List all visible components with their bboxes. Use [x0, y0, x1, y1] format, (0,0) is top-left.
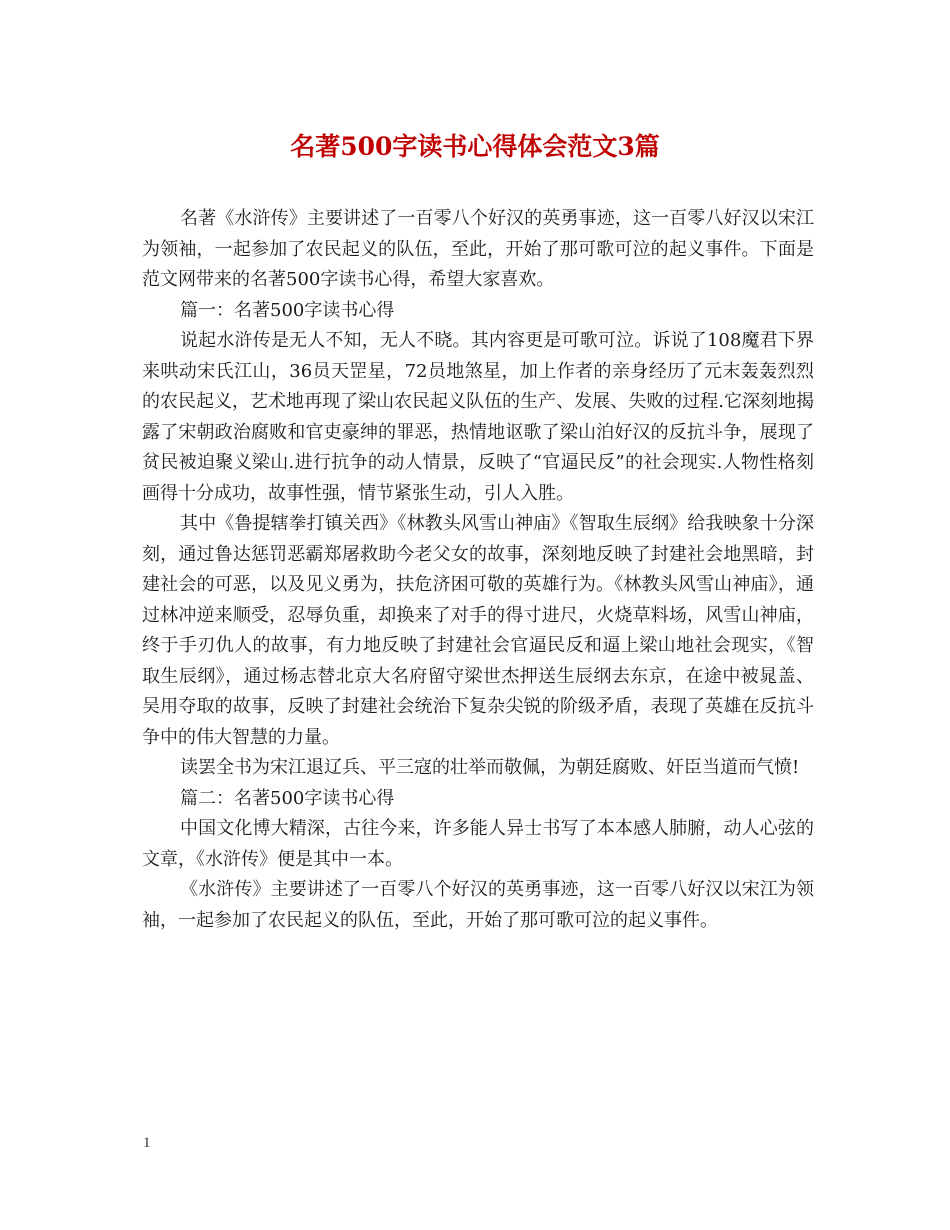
body-paragraph: 说起水浒传是无人不知，无人不晓。其内容更是可歌可泣。诉说了108魔君下界来哄动宋氏江山，36员天罡星，72员地煞星，加上作者的亲身经历了元末轰轰烈烈的农民起义，艺术地再现了梁山农民起义队伍的生产、发展、失败的过程.它深刻地揭露了宋朝政治腐败和官吏豪绅的罪恶，热情地讴歌了梁山泊好汉的反抗斗争，展现了贫民被迫聚义梁山.进行抗争的动人情景，反映了“官逼民反”的社会现实.人物性格刻画得十分成功，故事性强，情节紧张生动，引人入胜。	[142, 330, 814, 504]
body-paragraph: 其中《鲁提辖拳打镇关西》《林教头风雪山神庙》《智取生辰纲》给我映象十分深刻，通过鲁达惩罚恶霸郑屠救助今老父女的故事，深刻地反映了封建社会地黑暗，封建社会的可恶，以及见义勇为，扶危济困可敬的英雄行为。《林教头风雪山神庙》，通过林冲逆来顺受，忍辱负重，却换来了对手的得寸进尺，火烧草料场，风雪山神庙，终于手刃仇人的故事，有力地反映了封建社会官逼民反和逼上梁山地社会现实，《智取生辰纲》，通过杨志替北京大名府留守梁世杰押送生辰纲去东京，在途中被晁盖、吴用夺取的故事，反映了封建社会统治下复杂尖锐的阶级矛盾，表现了英雄在反抗斗争中的伟大智慧的力量。	[142, 513, 814, 748]
body-paragraph: 读罢全书为宋江退辽兵、平三寇的壮举而敬佩，为朝廷腐败、奸臣当道而气愤!	[180, 757, 800, 778]
section-heading-one: 篇一：名著500字读书心得	[180, 299, 395, 321]
body-paragraph: 《水浒传》主要讲述了一百零八个好汉的英勇事迹，这一百零八好汉以宋江为领袖，一起参加了农民起义的队伍，至此，开始了那可歌可泣的起义事件。	[142, 879, 814, 931]
section-heading-two: 篇二：名著500字读书心得	[180, 787, 395, 809]
intro-paragraph: 名著《水浒传》主要讲述了一百零八个好汉的英勇事迹，这一百零八好汉以宋江为领袖，一起参加了农民起义的队伍，至此，开始了那可歌可泣的起义事件。下面是范文网带来的名著500字读书心得，希望大家喜欢。	[142, 208, 814, 290]
body-paragraph: 中国文化博大精深，古往今来，许多能人异士书写了本本感人肺腑，动人心弦的文章，《水浒传》便是其中一本。	[142, 818, 814, 870]
document-title: 名著500字读书心得体会范文3篇	[290, 132, 660, 161]
document-body	[142, 204, 814, 936]
page-number: 1	[143, 1135, 151, 1151]
